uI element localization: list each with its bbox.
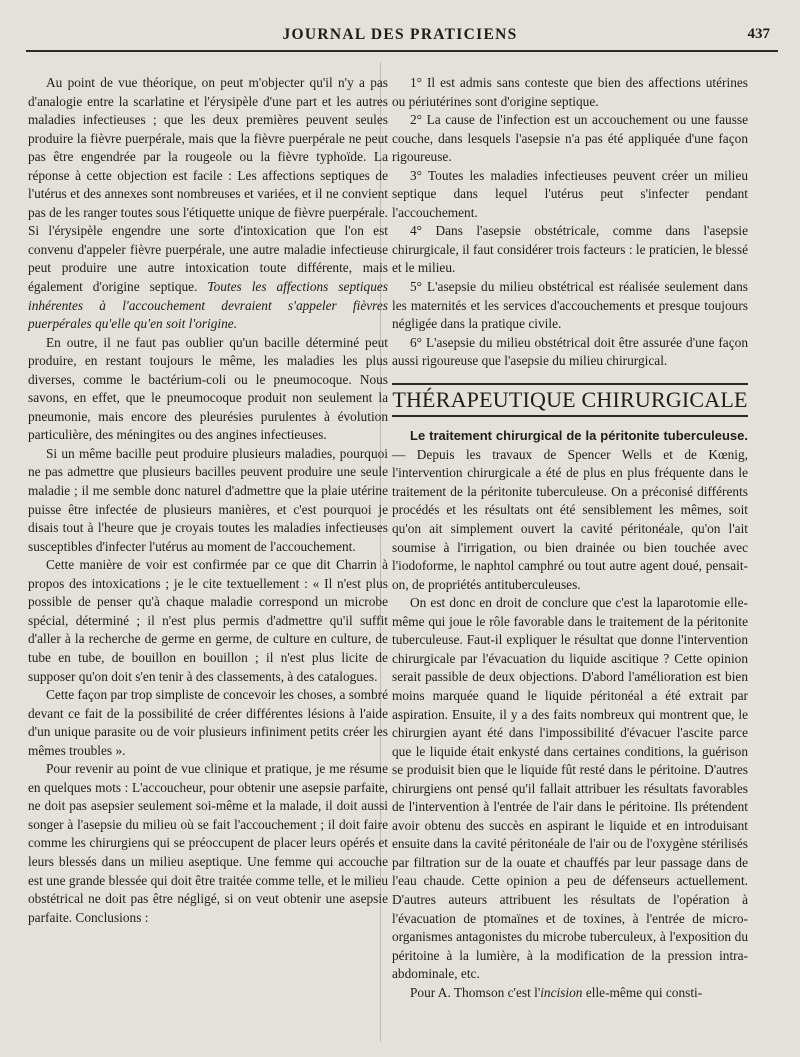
paragraph: Cette façon par trop simpliste de concevoir les choses, a sombré devant ce fait de la possibilité de créer différentes lésions à l'aide d'un unique parasite ou de voir plusieurs infiniment petits créer les mêmes troubles ». — [28, 687, 389, 758]
list-item: 2° La cause de l'infection est un accouchement ou une fausse couche, dans lesquels l'asepsie n'a pas été appliquée d'une façon rigoureuse. — [392, 112, 748, 165]
section-title: THÉRAPEUTIQUE CHIRURGICALE — [392, 386, 748, 412]
right-column — [392, 74, 748, 1002]
paragraph: En outre, il ne faut pas oublier qu'un bacille déterminé peut produire, en restant toujours le même, les maladies les plus diverses, comme le bactérium-coli ou le pneumocoque. Nous savons, en effet, que le pneumocoque produit non seulement la pneumonie, mais encore des pleurésies purulentes à évolution particulière, des méningites ou des angines infectieuses. — [28, 334, 388, 443]
header-rule — [26, 50, 778, 52]
paragraph-text: elle-même qui consti- — [585, 984, 703, 1000]
paragraph: Cette manière de voir est confirmée par ce que dit Charrin à propos des intoxications ; je le cite textuellement : « Il n'est plus possible de penser qu'à chaque maladie correspond un microbe spécial, déterminé ; il n'est plus permis d'admettre qu'il suffit d'aller à la recherche de germe en germe, de culture en culture, de tube en tube, de bouillon en bouillon ; il n'est plus licite de supposer qu'on doit s'en tenir à des classements, à des catalogues. — [28, 557, 388, 684]
paragraph — [28, 74, 388, 334]
list-item: 5° L'asepsie du milieu obstétrical est réalisée seulement dans les maternités et les services d'accouchements et presque toujours négligée dans la pratique civile. — [392, 279, 748, 332]
list-item: 1° Il est admis sans conteste que bien des affections utérines ou périutérines sont d'origine septique. — [392, 75, 748, 109]
conclusions-list — [392, 74, 748, 371]
paragraph: On est donc en droit de conclure que c'est la laparotomie elle-même qui joue le rôle favorable dans le traitement de la péritonite tuberculeuse. Faut-il expliquer le résultat que donne l'intervention chirurgicale par l'évacuation du liquide ascitique ? Cette opinion serait passible de deux objections. D'abord l'amélioration est bien moins marquée quand le liquide péritonéal a été extrait par aspiration. Ensuite, il y a des faits nombreux qui montrent que, le chirurgien ayant été dans l'impossibilité d'évacuer l'ascite parce que le liquide était enkysté dans certaines conditions, la guérison se produisit bien que le liquide fût resté dans le péritoine. D'autres chirurgiens ont pensé qu'il fallait attribuer les résultats favorables de l'intervention à l'entrée de l'air dans le péritoine. Ils prétendent avoir obtenu des succès en aspirant le liquide et en introduisant ensuite dans la cavité péritonéale de l'air ou de l'oxygène stérilisés par filtration sur de la ouate et chauffés par leur passage dans de l'eau chaude. Cette opinion a peu de défenseurs actuellement. D'autres auteurs attribuent les résultats de l'opération à l'évacuation de ptomaïnes et de toxines, à l'entrée de micro-organismes antagonistes du microbe tuberculeux, à l'exposition du péritoine à la lumière, à la modification de la pression intra-abdominale, etc. — [392, 595, 748, 982]
left-column — [28, 74, 388, 927]
paragraph — [392, 427, 748, 594]
list-item: 3° Toutes les maladies infectieuses peuvent créer un milieu septique dans lequel l'utérus peut s'infecter pendant l'accouchement. — [392, 167, 748, 220]
running-title: JOURNAL DES PRATICIENS — [282, 26, 518, 43]
paragraph-text: — Depuis les travaux de Spencer Wells et de Kœnig, l'intervention chirurgicale a été de plus en plus fréquente dans le traitement de la péritonite tuberculeuse. On a préconisé différents procédés et les résultats ont été sensiblement les mêmes, soit qu'on ait simplement ouvert la cavité péritonéale, qu'on l'ait soumise à l'irrigation, ou bien drainée ou bien touchée avec l'iodoforme, le naphtol camphré ou tout autre agent doué, pensait-on, de propriétés antituberculeuses. — [392, 446, 748, 592]
page-number: 437 — [747, 26, 770, 42]
page-header — [22, 22, 778, 52]
article-subheading: Le traitement chirurgical de la péritonite tuberculeuse. — [410, 428, 748, 444]
list-item: 6° L'asepsie du milieu obstétrical doit être assurée d'une façon aussi rigoureuse que l'asepsie du milieu chirurgical. — [392, 334, 748, 369]
italic-emphasis: Toutes les affections septiques inhérentes à l'accouchement devraient s'appeler fièvres puerpérales qu'elle qu'en soit l'origine. — [28, 279, 388, 332]
section-title-box — [392, 383, 748, 418]
italic-emphasis: incision — [540, 984, 583, 1000]
list-item: 4° Dans l'asepsie obstétricale, comme dans l'asepsie chirurgicale, il faut considérer trois facteurs : le praticien, le blessé et le milieu. — [392, 223, 748, 276]
paragraph: Si un même bacille peut produire plusieurs maladies, pourquoi ne pas admettre que plusieurs bacilles peuvent produire une seule maladie ; il me semble donc naturel d'admettre que la plaie utérine puisse être infectée de plusieurs manières, et c'est pourquoi je disais tout à l'heure que je croyais toutes les maladies infectieuses susceptibles d'infecter l'utérus au moment de l'accouchement. — [28, 445, 388, 554]
paragraph: Pour revenir au point de vue clinique et pratique, je me résume en quelques mots : L'accoucheur, pour obtenir une asepsie parfaite, ne doit pas asepsier seulement soi-même et la malade, il doit aussi songer à l'asepsie du milieu où se fait l'accouchement ; il doit faire comme les chirurgiens qui se préoccupent de placer leurs opérés et leurs blessés dans un milieu aseptique. Une femme qui accouche est une grande blessée qui doit être traitée comme telle, et le milieu obstétrical ne doit pas être négligé, si on veut obtenir une asepsie parfaite. Conclusions : — [28, 761, 388, 925]
paragraph-text: Pour A. Thomson c'est l' — [410, 984, 541, 1000]
paragraph — [392, 984, 748, 1003]
paragraph-text: Au point de vue théorique, on peut m'objecter qu'il n'y a pas d'analogie entre la scarlatine et l'érysipèle d'une part et les autres maladies infectieuses ; que les deux premières peuvent seules produire la fièvre puerpérale, mais que la fièvre puerpérale ne peut pas être engendrée par la rougeole ou la fièvre typhoïde. La réponse à cette objection est facile : Les affections septiques de l'utérus et des annexes sont nombreuses et variées, et il ne convient pas de les ranger toutes sous l'étiquette unique de fièvre puerpérale. Si l'érysipèle engendre une sorte d'intoxication que l'on est convenu d'appeler fièvre puerpérale, une autre maladie infectieuse peut produire une autre intoxication toute différente, mais également d'origine septique. — [28, 75, 388, 295]
